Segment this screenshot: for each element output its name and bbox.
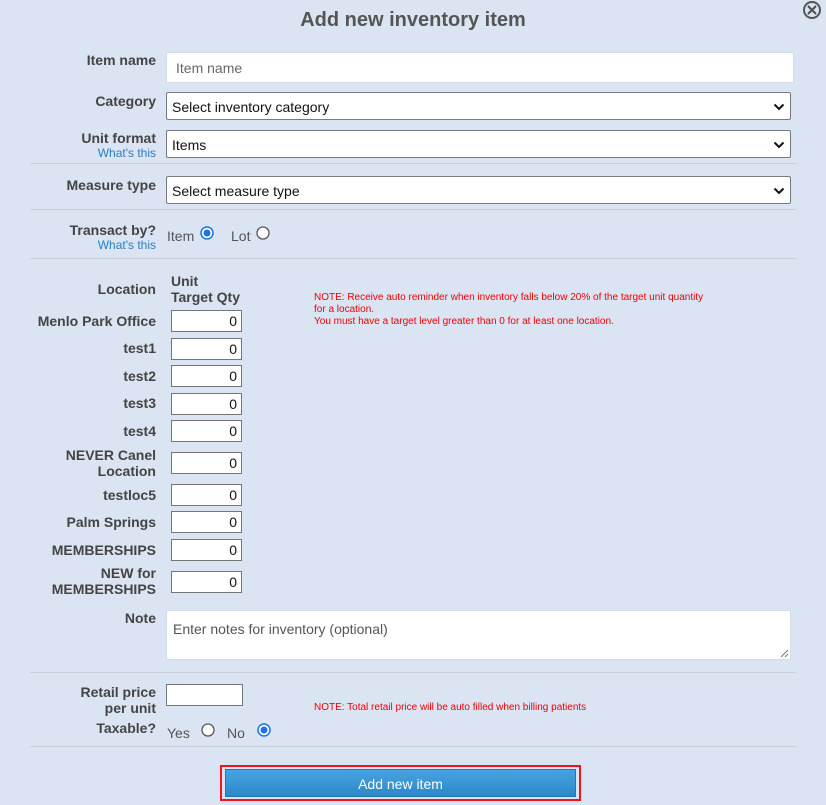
location-target-qty-input[interactable] — [171, 393, 242, 415]
transact-by-help-link[interactable]: What's this — [97, 238, 156, 252]
location-target-qty-input[interactable] — [171, 571, 242, 593]
location-name: test3 — [123, 395, 156, 411]
qty-header-line2: Target Qty — [171, 289, 240, 305]
transact-by-label: Transact by? — [69, 222, 156, 238]
location-name — [52, 565, 156, 597]
divider — [30, 209, 796, 210]
transact-lot-label: Lot — [231, 228, 251, 244]
dialog-title: Add new inventory item — [300, 9, 526, 31]
unit-target-qty-header — [171, 273, 240, 305]
location-name — [66, 447, 156, 479]
target-qty-note-line2: for a location. — [314, 304, 375, 315]
location-name: MEMBERSHIPS — [51, 542, 156, 558]
location-target-qty-input[interactable] — [171, 452, 242, 474]
location-target-qty-input[interactable] — [171, 539, 242, 561]
qty-header-line1: Unit — [171, 273, 199, 289]
target-qty-note — [314, 292, 703, 328]
location-target-qty-input[interactable] — [171, 338, 242, 360]
target-qty-note-line3: You must have a target level greater than 0 for at least one location. — [314, 316, 614, 327]
location-name-line2: MEMBERSHIPS — [51, 581, 156, 597]
divider — [30, 163, 796, 164]
chevron-down-icon — [773, 102, 785, 112]
retail-price-input[interactable] — [166, 684, 243, 706]
location-name: testloc5 — [103, 487, 156, 503]
note-textarea[interactable] — [166, 610, 791, 660]
item-name-input[interactable] — [166, 52, 794, 83]
unit-format-label: Unit format — [81, 130, 156, 146]
category-selected-value: Select inventory category — [172, 99, 330, 115]
taxable-label: Taxable? — [96, 720, 156, 736]
retail-price-note: NOTE: Total retail price will be auto filled when billing patients — [314, 702, 587, 713]
location-name-line2: Location — [97, 463, 156, 479]
location-target-qty-input[interactable] — [171, 484, 242, 506]
unit-format-selected-value: Items — [172, 137, 207, 153]
measure-type-label: Measure type — [66, 177, 156, 193]
divider — [30, 746, 796, 747]
transact-item-label: Item — [167, 228, 195, 244]
retail-price-label-line1: Retail price — [80, 684, 156, 700]
measure-type-select[interactable] — [166, 176, 791, 204]
unit-format-help-link[interactable]: What's this — [97, 146, 156, 160]
unit-format-select[interactable] — [166, 130, 791, 158]
transact-lot-radio[interactable] — [256, 226, 270, 240]
divider — [30, 258, 796, 259]
location-target-qty-input[interactable] — [171, 365, 242, 387]
add-new-item-button[interactable]: Add new item — [225, 769, 576, 797]
taxable-no-radio[interactable] — [257, 723, 271, 737]
close-circle-x-icon[interactable] — [802, 0, 822, 20]
location-name: test1 — [123, 340, 156, 356]
location-name-line1: NEVER Canel — [65, 447, 156, 463]
location-target-qty-input[interactable] — [171, 310, 242, 332]
location-target-qty-input[interactable] — [171, 511, 242, 533]
chevron-down-icon — [773, 140, 785, 150]
chevron-down-icon — [773, 186, 785, 196]
location-name-line1: NEW for — [100, 565, 156, 581]
retail-price-label-line2: per unit — [104, 700, 156, 716]
resize-handle-icon[interactable] — [779, 648, 789, 658]
taxable-yes-label: Yes — [167, 725, 190, 741]
location-name: Menlo Park Office — [37, 313, 156, 329]
item-name-label: Item name — [86, 52, 156, 68]
taxable-yes-radio[interactable] — [201, 723, 215, 737]
target-qty-note-line1: NOTE: Receive auto reminder when inventory falls below 20% of the target unit quantity — [314, 292, 704, 303]
location-name: Palm Springs — [66, 514, 156, 530]
category-select[interactable] — [166, 92, 791, 120]
transact-item-radio[interactable] — [200, 226, 214, 240]
category-label: Category — [95, 93, 156, 109]
retail-price-label — [81, 684, 156, 716]
location-label: Location — [97, 281, 156, 297]
taxable-no-label: No — [227, 725, 245, 741]
location-name: test2 — [123, 368, 156, 384]
measure-type-selected-value: Select measure type — [172, 183, 300, 199]
note-label: Note — [124, 610, 156, 626]
divider — [30, 672, 796, 673]
location-target-qty-input[interactable] — [171, 420, 242, 442]
location-name: test4 — [123, 423, 156, 439]
